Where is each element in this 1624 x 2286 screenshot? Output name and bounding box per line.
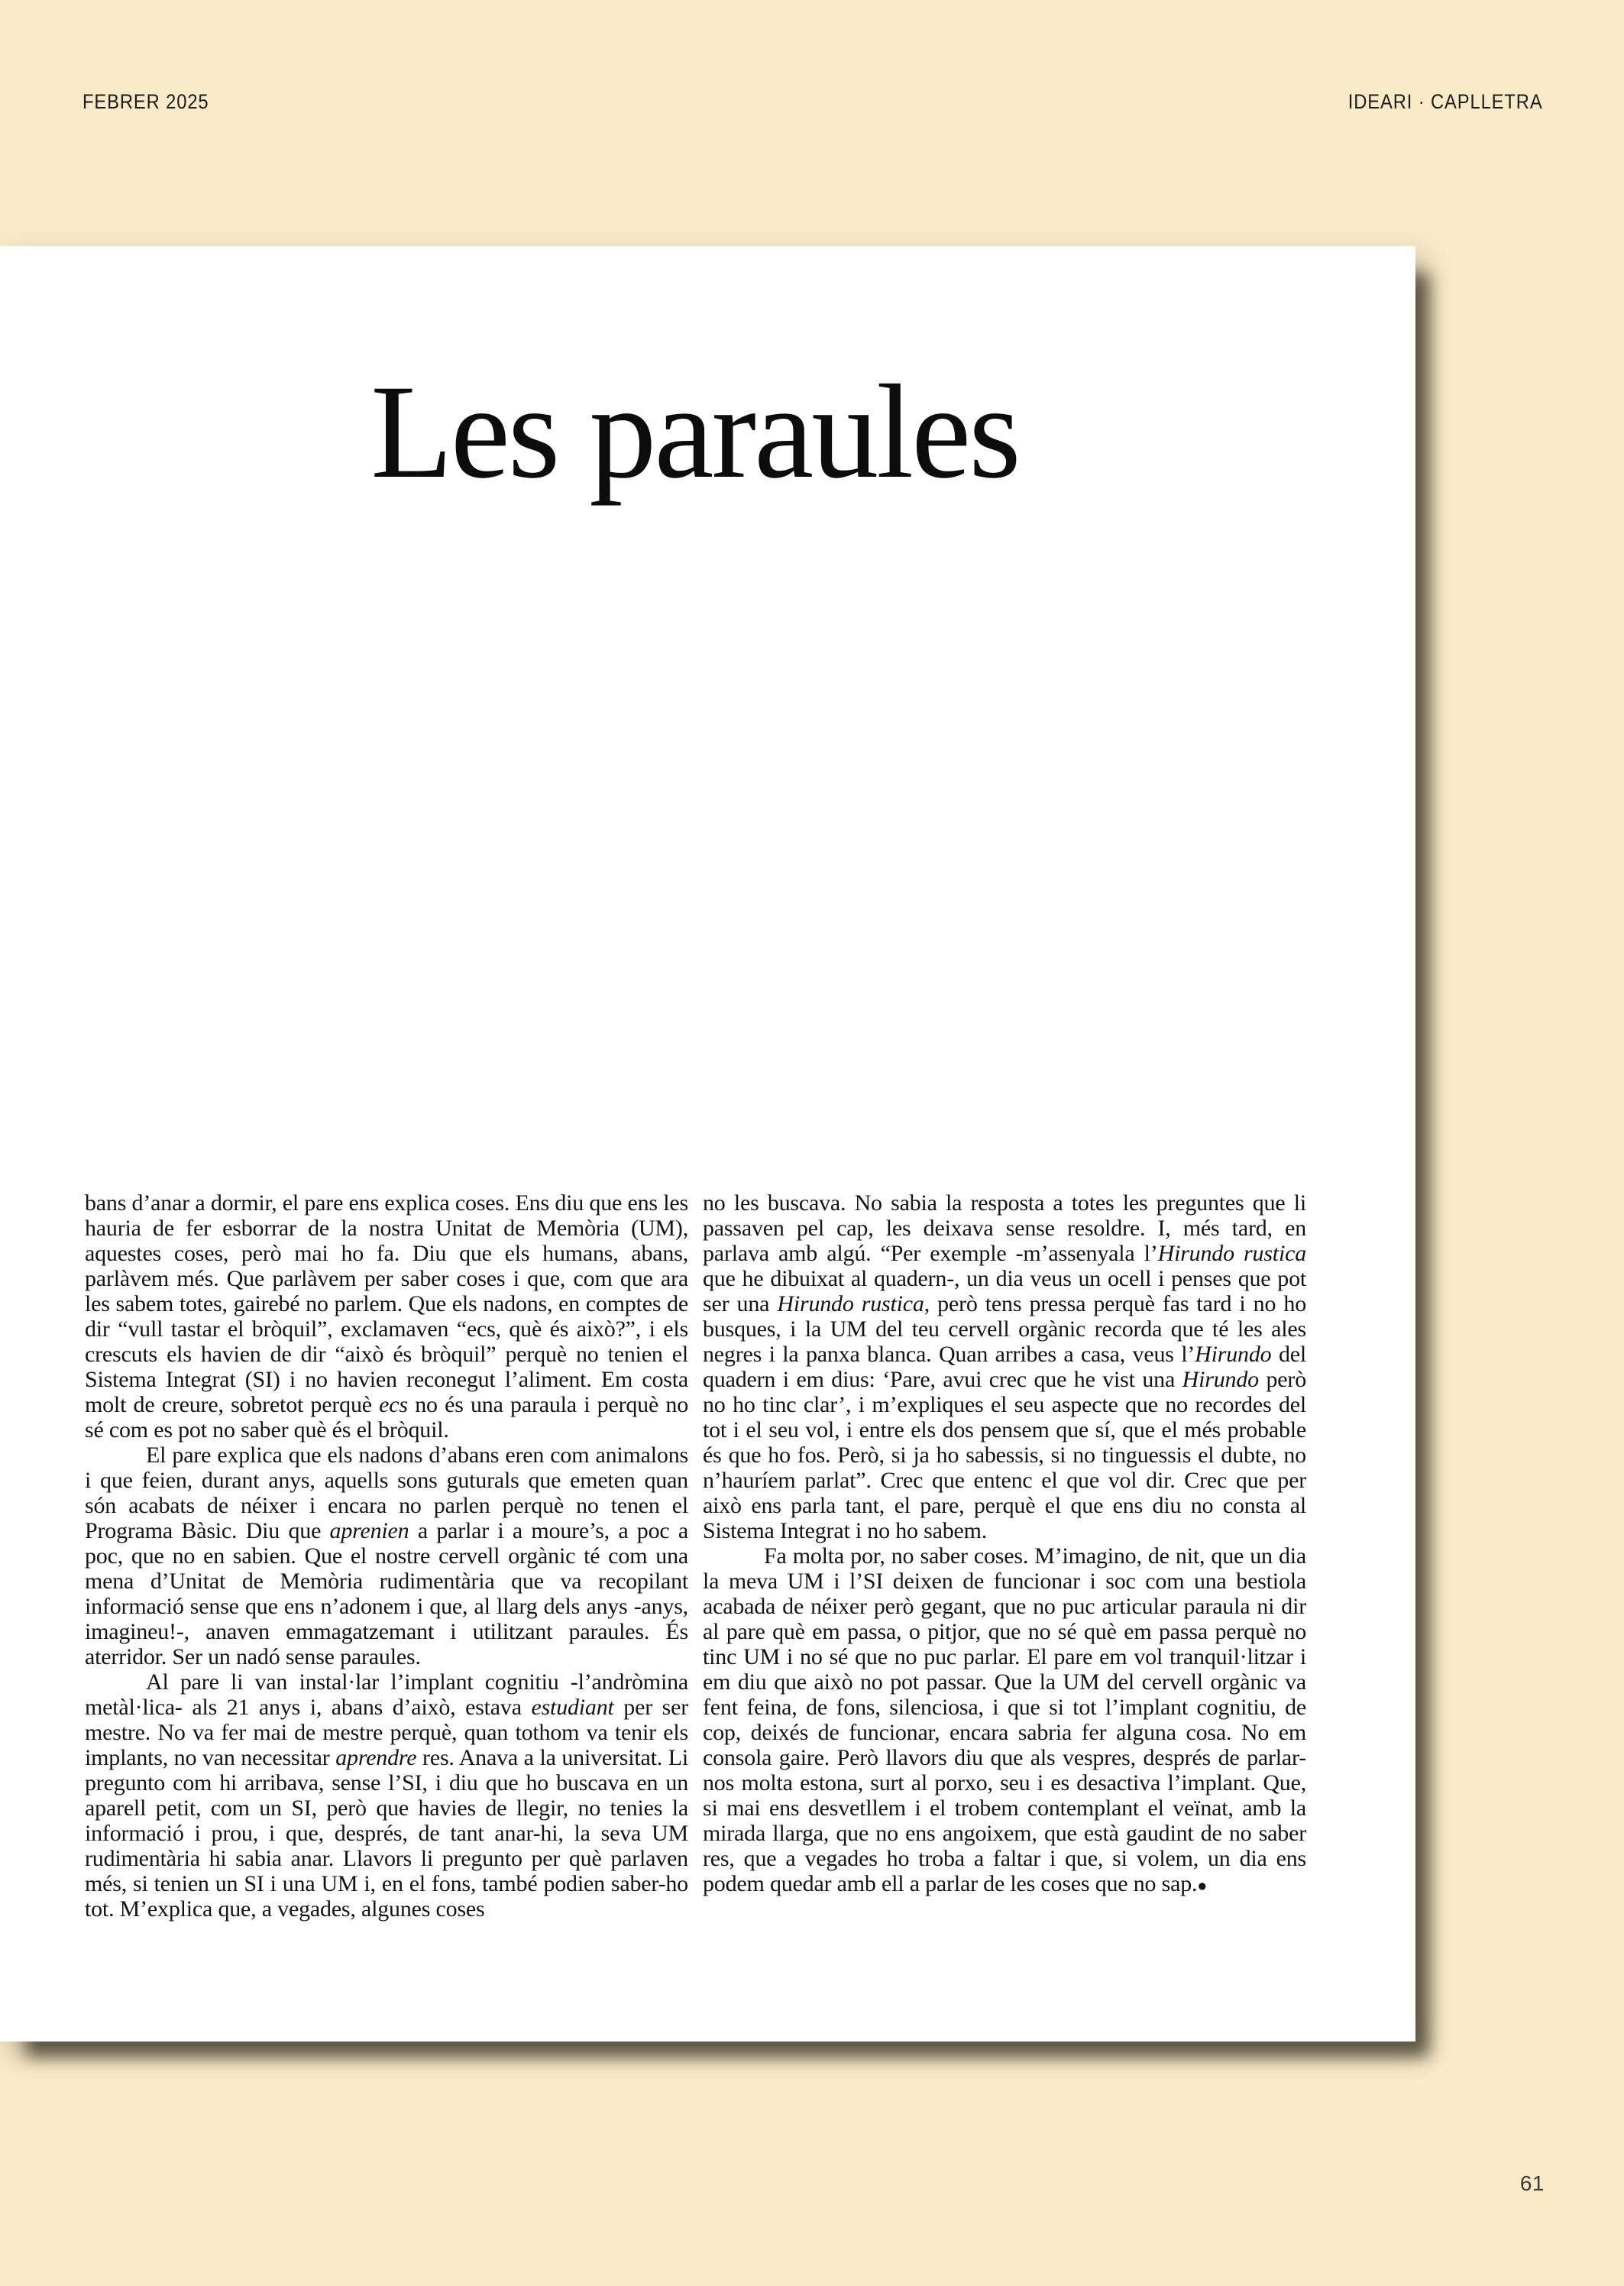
- text-run: per ser mestre. No va fer mai de mestre perquè, quan tothom va tenir els implants, no van necessitar: [85, 1695, 688, 1770]
- body-paragraph: [703, 1543, 1306, 1899]
- masthead-issue-date: FEBRER 2025: [82, 90, 209, 113]
- text-run: bans d’anar a dormir, el pare ens explica coses. Ens diu que ens les hauria de fer esborrar de la nostra Unitat de Memòria (UM), aquestes coses, però mai ho fa. Diu que els humans, abans, parlàvem més. Que parlàvem per saber coses i que, com que ara les sabem totes, gairebé no parlem. Que els nadons, en comptes de dir “vull tastar el bròquil”, exclamaven “ecs, què és això?”, i els crescuts els havien de dir “això és bròquil” perquè no tenien el Sistema Integrat (SI) i no havien reconegut l’aliment. Em costa molt de creure, sobretot perquè: [85, 1190, 688, 1417]
- page-number: 61: [1519, 2171, 1545, 2195]
- italic-text-run: aprenien: [329, 1518, 409, 1543]
- article-end-mark: ●: [1197, 1876, 1208, 1895]
- italic-text-run: Hirundo: [1195, 1342, 1272, 1367]
- italic-text-run: aprendre: [335, 1745, 417, 1770]
- body-paragraph: [85, 1669, 688, 1922]
- italic-text-run: Hirundo rustica: [1157, 1241, 1306, 1266]
- body-column-left: [85, 1190, 688, 1933]
- text-run: , però tens pressa perquè fas tard i no ho busques, i la UM del teu cervell orgànic recorda que té les ales negres i la panxa blanca. Quan arribes a casa, veus l’: [703, 1291, 1306, 1367]
- italic-text-run: Hirundo rustica: [777, 1291, 924, 1316]
- text-run: Al pare li van instal·lar l’implant cognitiu -l’andròmina metàl·lica- als 21 anys i, abans d’això, estava: [85, 1669, 688, 1720]
- text-run: res. Anava a la universitat. Li pregunto com hi arribava, sense l’SI, i diu que ho buscava en un aparell petit, com un SI, però que havies de llegir, no tenies la informació i prou, i que, després, de tant anar-hi, la seva UM rudimentària hi sabia anar. Llavors li pregunto per què parlaven més, si tenien un SI i una UM i, en el fons, també podien saber-ho tot. M’explica que, a vegades, algunes coses: [85, 1745, 688, 1922]
- article-page-sheet: [0, 246, 1415, 2042]
- text-run: del quadern i em dius: ‘Pare, avui crec que he vist una: [703, 1342, 1306, 1392]
- masthead-section-title: IDEARI · CAPLLETRA: [1348, 90, 1543, 113]
- italic-text-run: ecs: [379, 1392, 408, 1417]
- body-column-right: [703, 1190, 1306, 1933]
- body-paragraph: [85, 1190, 688, 1443]
- text-run: no les buscava. No sabia la resposta a totes les preguntes que li passaven pel cap, les deixava sense resoldre. I, més tard, en parlava amb algú. “Per exemple -m’assenyala l’: [703, 1190, 1306, 1266]
- text-run: que he dibuixat al quadern-, un dia veus un ocell i penses que pot ser una: [703, 1266, 1306, 1316]
- body-paragraph: [703, 1190, 1306, 1543]
- text-run: a parlar i a moure’s, a poc a poc, que no en sabien. Que el nostre cervell orgànic té com una mena d’Unitat de Memòria rudimentària que va recopilant informació sense que ens n’adonem i que, al llarg dels anys -anys, imagineu!-, anaven emmagatzemant i utilitzant paraules. És aterridor. Ser un nadó sense paraules.: [85, 1518, 688, 1669]
- text-run: Fa molta por, no saber coses. M’imagino, de nit, que un dia la meva UM i l’SI deixen de funcionar i soc com una bestiola acabada de néixer però gegant, que no puc articular paraula ni dir al pare què em passa, o pitjor, que no sé què em passa perquè no tinc UM i no sé que no puc parlar. El pare em vol tranquil·litzar i em diu que això no pot passar. Que la UM del cervell orgànic va fent feina, de fons, silenciosa, i que si tot l’implant cognitiu, de cop, deixés de funcionar, encara sabria fer alguna cosa. No em consola gaire. Però llavors diu que als vespres, després de parlar-nos molta estona, surt al porxo, seu i es desactiva l’implant. Que, si mai ens desvetllem i el trobem contemplant el veïnat, amb la mirada llarga, que no ens angoixem, que està gaudint de no saber res, que a vegades ho troba a faltar i que, si volem, un dia ens podem quedar amb ell a parlar de les coses que no sap.: [703, 1543, 1306, 1896]
- text-run: però no ho tinc clar’, i m’expliques el seu aspecte que no recordes del tot i el seu vol, i entre els dos pensem que sí, que el més probable és que ho fos. Però, si ja ho sabessis, si no tinguessis el dubte, no n’hauríem parlat”. Crec que entenc el que vol dir. Crec que per això ens parla tant, el pare, perquè el que ens diu no consta al Sistema Integrat i no ho sabem.: [703, 1367, 1306, 1543]
- italic-text-run: estudiant: [531, 1695, 614, 1720]
- body-paragraph: [85, 1443, 688, 1669]
- text-run: El pare explica que els nadons d’abans eren com animalons i que feien, durant anys, aquells sons guturals que emeten quan són acabats de néixer i encara no parlen perquè no tenen el Programa Bàsic. Diu que: [85, 1443, 688, 1543]
- article-title: Les paraules: [370, 358, 1019, 507]
- italic-text-run: Hirundo: [1182, 1367, 1259, 1392]
- text-run: no és una paraula i perquè no sé com es pot no saber què és el bròquil.: [85, 1392, 688, 1443]
